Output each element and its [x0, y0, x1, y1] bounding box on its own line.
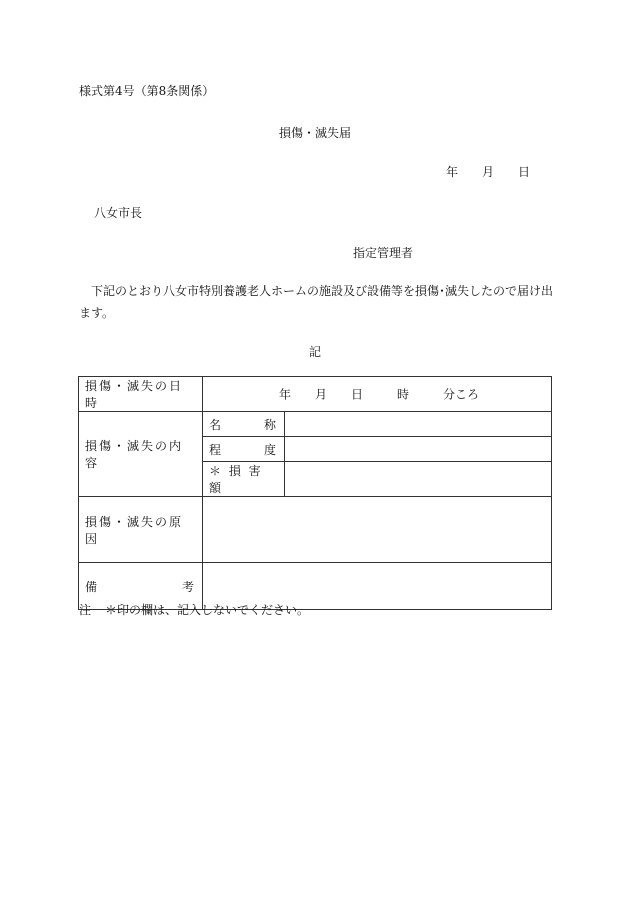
date-month-label: 月 [482, 165, 495, 179]
datetime-minute: 分ころ [443, 387, 480, 402]
date-year-label: 年 [446, 165, 459, 179]
content-degree-value[interactable] [285, 437, 552, 462]
table-row-cause [79, 497, 552, 563]
content-damage-amount-label: ＊ 損 害 額 [203, 462, 285, 497]
submission-date [446, 163, 530, 180]
datetime-year: 年 [279, 387, 292, 402]
datetime-field[interactable] [203, 377, 552, 412]
ki-heading: 記 [308, 345, 321, 359]
content-degree-label: 程 度 [203, 437, 285, 462]
footnote [79, 601, 309, 618]
cause-value[interactable] [203, 497, 552, 563]
remarks-label: 備 考 [79, 563, 203, 610]
content-name-label: 名 称 [203, 412, 285, 437]
footnote-mark: 注 [79, 603, 92, 617]
cause-label: 損傷・滅失の原因 [79, 497, 203, 563]
date-day-label: 日 [518, 165, 531, 179]
content-damage-amount-value [285, 462, 552, 497]
datetime-hour: 時 [397, 387, 410, 402]
datetime-label: 損傷・滅失の日時 [79, 377, 203, 412]
content-label: 損傷・滅失の内容 [79, 412, 203, 497]
datetime-month: 月 [315, 387, 328, 402]
body-text: 下記のとおり八女市特別養護老人ホームの施設及び設備等を損傷･滅失したので届け出ます。 [79, 284, 554, 320]
sender-designated-manager: 指定管理者 [353, 246, 414, 260]
table-row-datetime [79, 377, 552, 412]
damage-report-table [78, 376, 552, 610]
content-name-value[interactable] [285, 412, 552, 437]
footnote-text: ＊印の欄は、記入しないでください。 [105, 603, 310, 617]
table-row-content-name [79, 412, 552, 437]
addressee: 八女市長 [94, 206, 143, 220]
document-title: 損傷・滅失届 [278, 126, 351, 140]
datetime-day: 日 [351, 387, 364, 402]
form-number: 様式第4号（第8条関係） [79, 84, 215, 98]
